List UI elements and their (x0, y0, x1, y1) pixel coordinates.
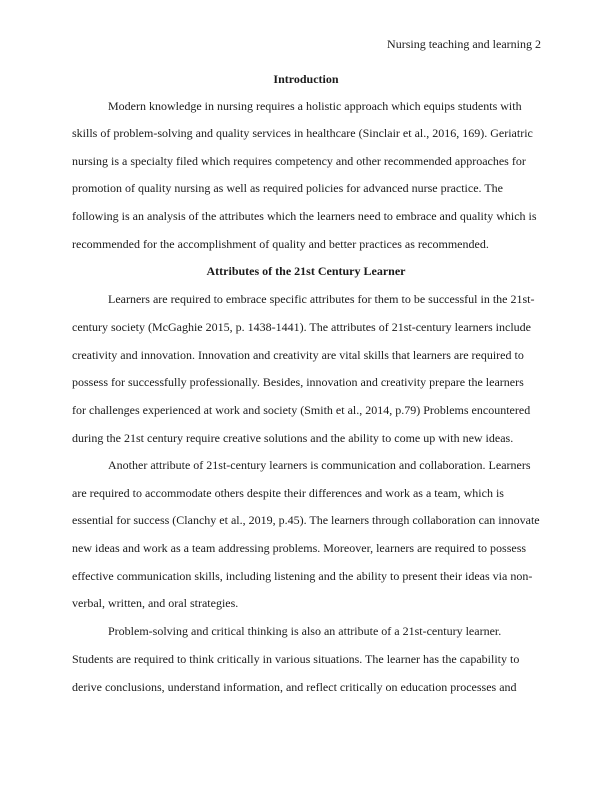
paragraph-line: during the 21st century require creative solutions and the ability to come up with new ideas. (72, 431, 514, 445)
paragraph-line: recommended for the accomplishment of quality and better practices as recommended. (72, 237, 489, 251)
section-heading-attributes: Attributes of the 21st Century Learner (206, 264, 406, 278)
paragraph-line: verbal, written, and oral strategies. (72, 596, 239, 610)
paragraph-line: for challenges experienced at work and society (Smith et al., 2014, p.79) Problems encountered (72, 403, 531, 417)
paragraph-line: promotion of quality nursing as well as required policies for advanced nurse practice. The (72, 181, 503, 195)
section-heading-introduction: Introduction (273, 72, 339, 86)
paragraph-line: nursing is a specialty filed which requires competency and other recommended approaches for (72, 154, 526, 168)
paragraph-line: skills of problem-solving and quality services in healthcare (Sinclair et al., 2016, 169). Geriatric (72, 126, 533, 140)
paragraph-line: essential for success (Clanchy et al., 2019, p.45). The learners through collaboration can innovate (72, 513, 540, 527)
paragraph-line: creativity and innovation. Innovation and creativity are vital skills that learners are required to (72, 348, 524, 362)
paragraph-line: possess for successfully professionally. Besides, innovation and creativity prepare the learners (72, 375, 524, 389)
paragraph-line: Modern knowledge in nursing requires a holistic approach which equips students with (108, 99, 522, 113)
paragraph-line: derive conclusions, understand information, and reflect critically on education processes and (72, 680, 517, 694)
paragraph-line: Learners are required to embrace specific attributes for them to be successful in the 21st- (108, 292, 535, 306)
paragraph-line: Problem-solving and critical thinking is also an attribute of a 21st-century learner. (108, 624, 502, 638)
running-head: Nursing teaching and learning 2 (387, 37, 541, 51)
paragraph-line: following is an analysis of the attributes which the learners need to embrace and quality which is (72, 209, 537, 223)
paragraph-line: new ideas and work as a team addressing problems. Moreover, learners are required to possess (72, 541, 527, 555)
paragraph-line: century society (McGaghie 2015, p. 1438-1441). The attributes of 21st-century learners include (72, 320, 531, 334)
paragraph-line: are required to accommodate others despite their differences and work as a team, which is (72, 486, 504, 500)
paragraph-line: effective communication skills, including listening and the ability to present their ideas via non- (72, 569, 533, 583)
paragraph-line: Another attribute of 21st-century learners is communication and collaboration. Learners (108, 458, 531, 472)
paragraph-line: Students are required to think critically in various situations. The learner has the capability to (72, 652, 520, 666)
